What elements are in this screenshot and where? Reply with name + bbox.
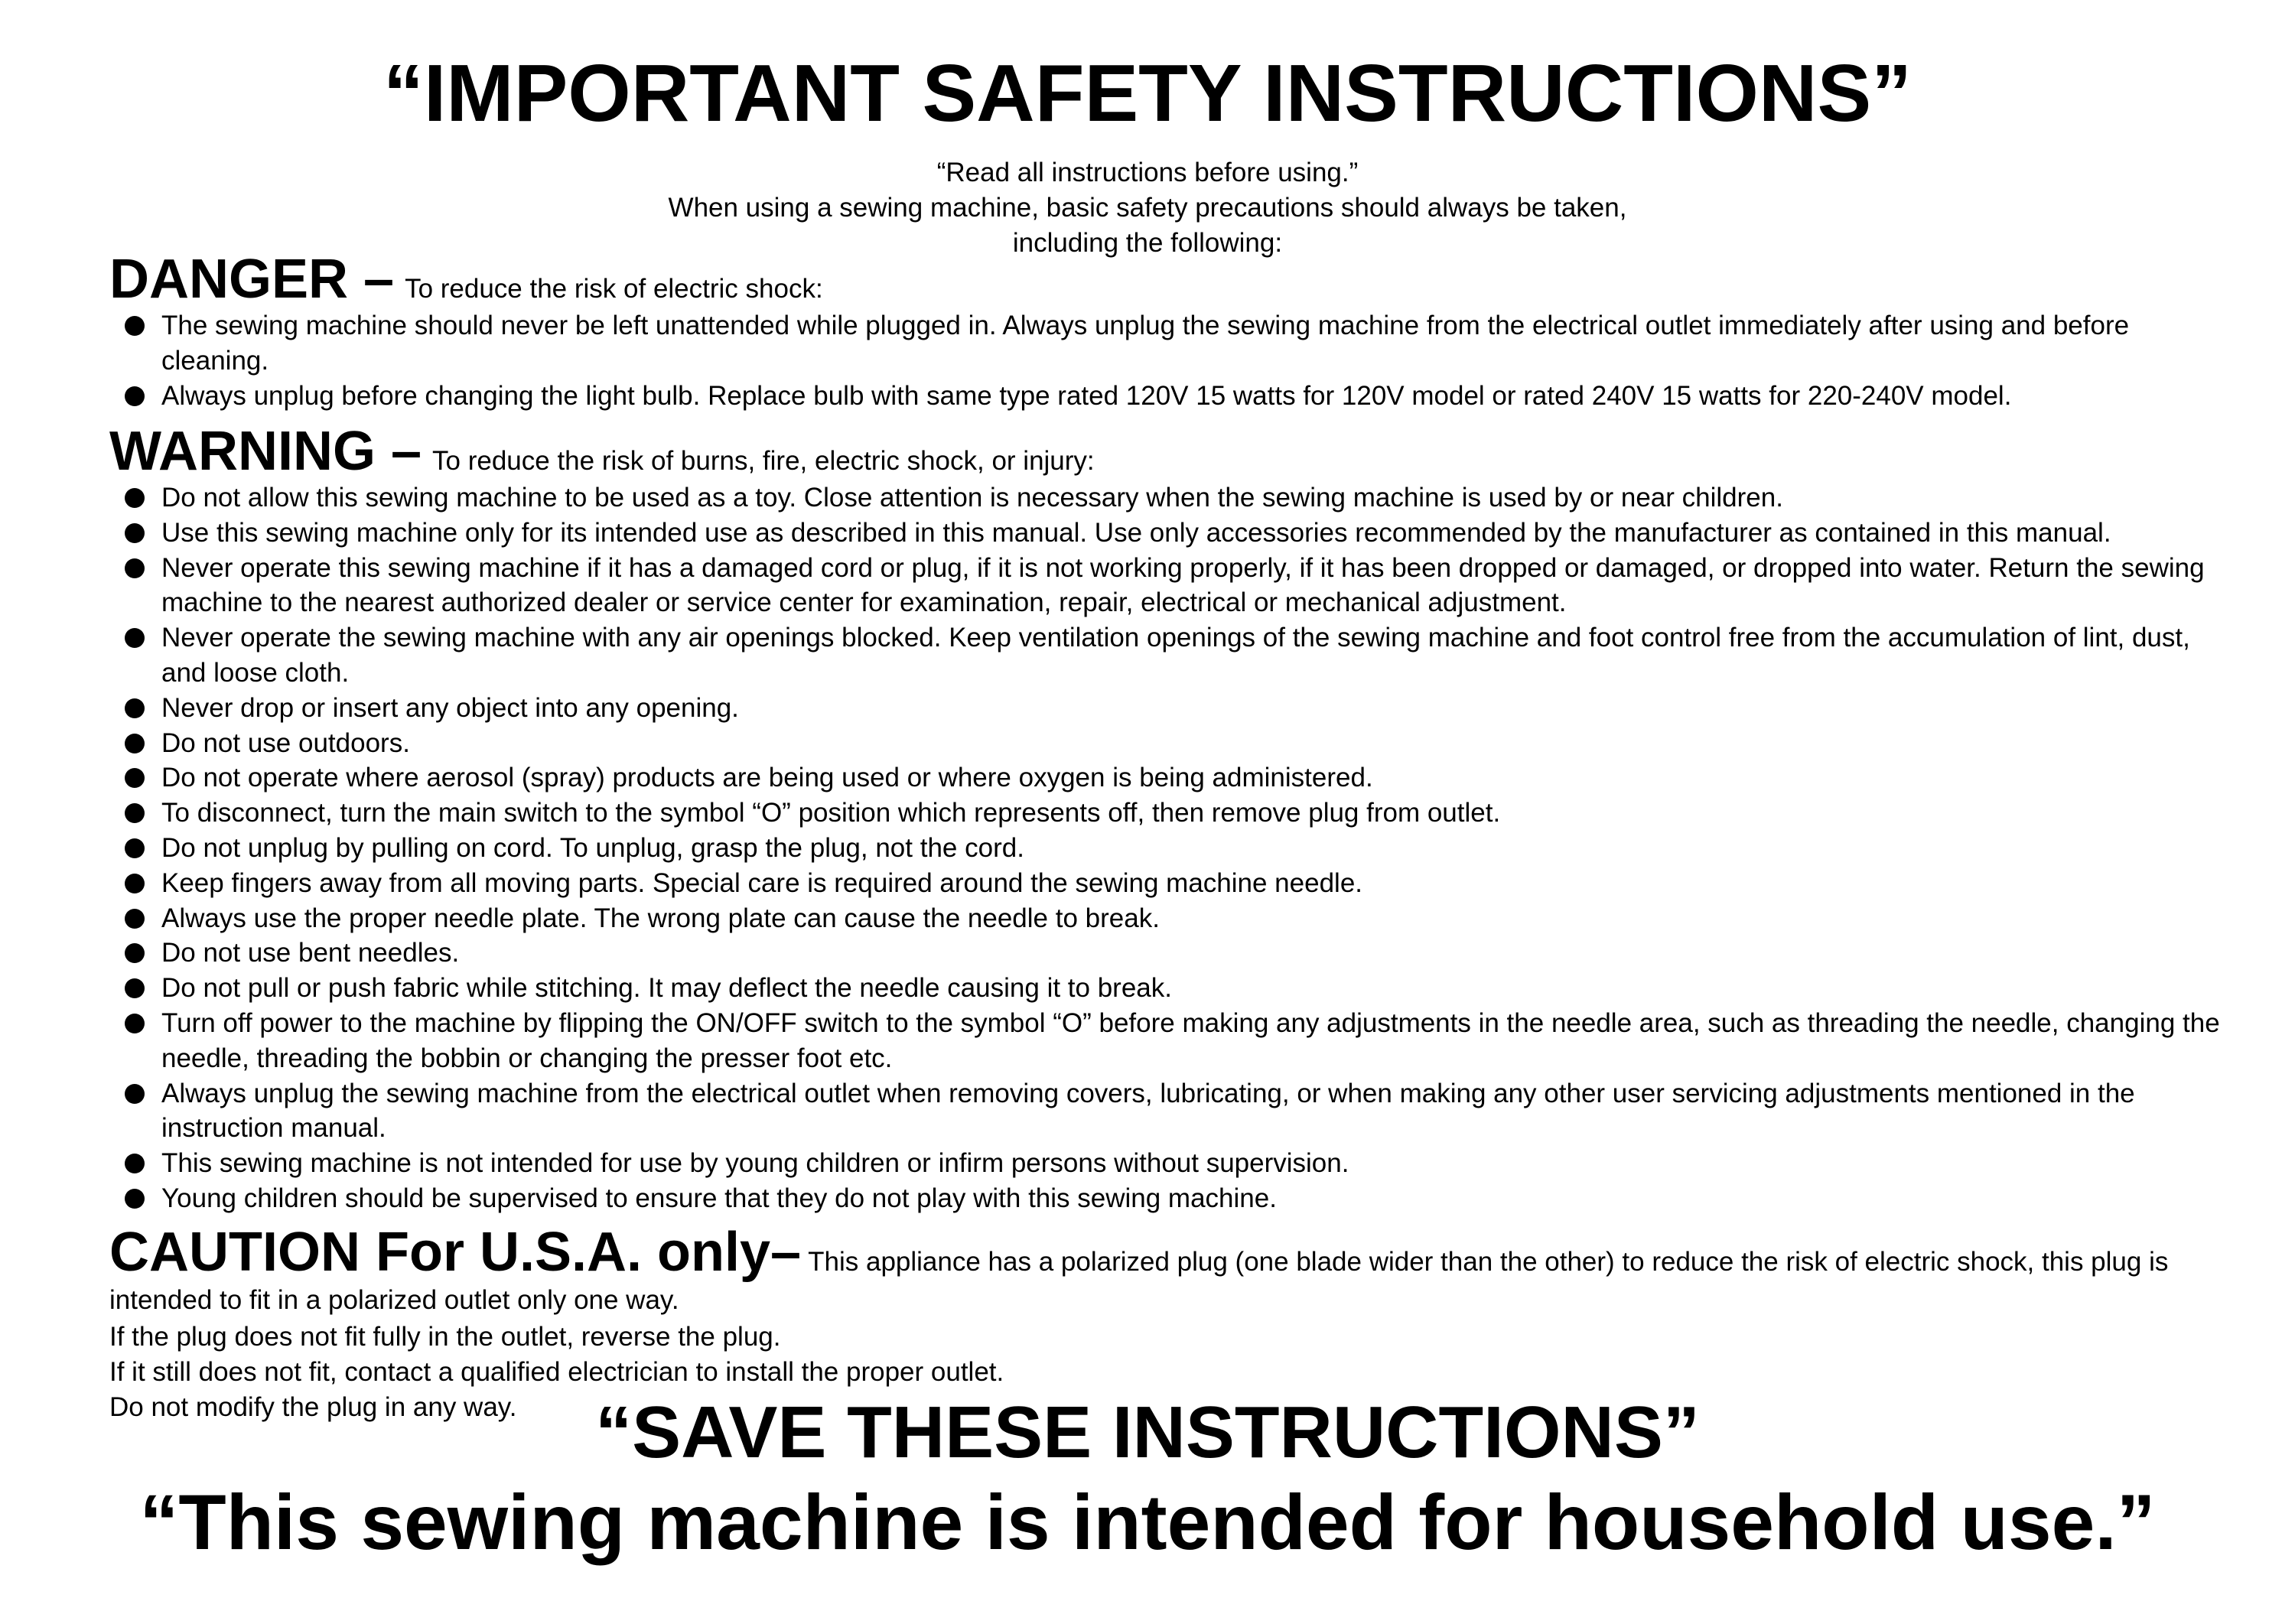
list-item-text: Turn off power to the machine by flipping the ON/OFF switch to the symbol “O” before making any adjustments in the needle area, such as threading the needle, changing the needle, threading the bobbin or changing the presser foot etc. bbox=[161, 1007, 2220, 1073]
list-item bbox=[109, 831, 2221, 866]
intro-text bbox=[0, 155, 2295, 261]
list-item bbox=[109, 480, 2221, 516]
bullet-icon bbox=[125, 768, 145, 788]
list-item bbox=[109, 796, 2221, 831]
danger-label: DANGER – bbox=[109, 249, 395, 310]
list-item-text: Never operate this sewing machine if it has a damaged cord or plug, if it is not working properly, if it has been dropped or damaged, or dropped into water. Return the sewing machine to the nearest authorized dealer or service center for examination, repair, electrical or mechanical adjustment. bbox=[161, 552, 2205, 618]
list-item bbox=[109, 691, 2221, 726]
intro-line: When using a sewing machine, basic safety precautions should always be taken, bbox=[668, 193, 1627, 223]
bullet-icon bbox=[125, 1084, 145, 1104]
list-item-text: The sewing machine should never be left unattended while plugged in. Always unplug the sewing machine from the electrical outlet immediately after using and before cleaning. bbox=[161, 311, 2130, 376]
list-item bbox=[109, 901, 2221, 936]
bullet-icon bbox=[125, 943, 145, 963]
list-item bbox=[109, 1181, 2221, 1216]
caution-text: This appliance has a polarized plug (one blade wider than the other) to reduce the risk of electric shock, this plug is intended to fit in a polarized outlet only one way. bbox=[109, 1247, 2169, 1315]
bullet-icon bbox=[125, 488, 145, 508]
bullet-icon bbox=[125, 698, 145, 718]
list-item-text: Always unplug before changing the light bulb. Replace bulb with same type rated 120V 15 watts for 120V model or rated 240V 15 watts for 220-240V model. bbox=[161, 380, 2012, 411]
bullet-icon bbox=[125, 909, 145, 929]
page-title: “IMPORTANT SAFETY INSTRUCTIONS” bbox=[382, 48, 1912, 138]
list-item bbox=[109, 620, 2221, 691]
bullet-icon bbox=[125, 386, 145, 406]
list-item-text: Never operate the sewing machine with any air openings blocked. Keep ventilation openings of the sewing machine and foot control free from the accumulation of lint, dust, and loose cloth. bbox=[161, 623, 2190, 688]
list-item-text: Always use the proper needle plate. The wrong plate can cause the needle to break. bbox=[161, 903, 1160, 933]
list-item bbox=[109, 971, 2221, 1006]
caution-line: Do not modify the plug in any way. bbox=[109, 1391, 517, 1422]
danger-section bbox=[109, 250, 2221, 413]
list-item-text: Young children should be supervised to ensure that they do not play with this sewing machine. bbox=[161, 1183, 1277, 1213]
list-item-text: Use this sewing machine only for its intended use as described in this manual. Use only accessories recommended by the manufacturer as contained in this manual. bbox=[161, 517, 2111, 548]
bullet-icon bbox=[125, 316, 145, 336]
list-item-text: Do not use outdoors. bbox=[161, 727, 410, 758]
list-item-text: Do not unplug by pulling on cord. To unplug, grasp the plug, not the cord. bbox=[161, 832, 1024, 863]
list-item bbox=[109, 726, 2221, 761]
list-item-text: Do not pull or push fabric while stitching. It may deflect the needle causing it to break. bbox=[161, 973, 1172, 1004]
list-item-text: Keep fingers away from all moving parts. Special care is required around the sewing machine needle. bbox=[161, 867, 1363, 898]
warning-list bbox=[109, 480, 2221, 1216]
list-item-text: Do not use bent needles. bbox=[161, 938, 460, 968]
bullet-icon bbox=[125, 978, 145, 998]
list-item bbox=[109, 1146, 2221, 1181]
bullet-icon bbox=[125, 803, 145, 823]
bullet-icon bbox=[125, 1189, 145, 1209]
list-item-text: This sewing machine is not intended for use by young children or infirm persons without supervision. bbox=[161, 1148, 1349, 1179]
bullet-icon bbox=[125, 628, 145, 648]
bullet-icon bbox=[125, 558, 145, 578]
warning-section bbox=[109, 422, 2221, 1216]
danger-heading bbox=[109, 250, 2221, 308]
intro-line: including the following: bbox=[1012, 228, 1283, 258]
caution-paragraph bbox=[109, 1223, 2221, 1320]
bullet-icon bbox=[125, 838, 145, 858]
danger-subtitle: To reduce the risk of electric shock: bbox=[405, 274, 823, 304]
list-item-text: Do not operate where aerosol (spray) products are being used or where oxygen is being administered. bbox=[161, 763, 1373, 793]
danger-list bbox=[109, 308, 2221, 413]
household-use-heading: “This sewing machine is intended for household use.” bbox=[139, 1479, 2156, 1566]
list-item bbox=[109, 1006, 2221, 1076]
list-item bbox=[109, 379, 2221, 414]
bullet-icon bbox=[125, 1014, 145, 1033]
list-item bbox=[109, 760, 2221, 796]
bullet-icon bbox=[125, 523, 145, 543]
list-item-text: Do not allow this sewing machine to be used as a toy. Close attention is necessary when the sewing machine is used by or near children. bbox=[161, 483, 1783, 513]
list-item-text: Never drop or insert any object into any opening. bbox=[161, 692, 739, 723]
caution-line: If the plug does not fit fully in the outlet, reverse the plug. bbox=[109, 1322, 781, 1352]
warning-heading bbox=[109, 422, 2221, 480]
list-item bbox=[109, 308, 2221, 379]
list-item-text: Always unplug the sewing machine from the electrical outlet when removing covers, lubricating, or when making any other user servicing adjustments mentioned in the instruction manual. bbox=[161, 1078, 2135, 1144]
list-item bbox=[109, 1076, 2221, 1147]
list-item bbox=[109, 936, 2221, 971]
caution-line: If it still does not fit, contact a qualified electrician to install the proper outlet. bbox=[109, 1356, 1004, 1387]
intro-line: “Read all instructions before using.” bbox=[936, 158, 1359, 187]
warning-subtitle: To reduce the risk of burns, fire, electric shock, or injury: bbox=[432, 446, 1095, 476]
caution-label: CAUTION For U.S.A. only– bbox=[109, 1222, 802, 1283]
save-instructions-heading: “SAVE THESE INSTRUCTIONS” bbox=[595, 1391, 1700, 1473]
list-item bbox=[109, 551, 2221, 621]
warning-label: WARNING – bbox=[109, 421, 422, 482]
bullet-icon bbox=[125, 1154, 145, 1173]
bullet-icon bbox=[125, 734, 145, 753]
bullet-icon bbox=[125, 874, 145, 893]
list-item bbox=[109, 866, 2221, 901]
list-item bbox=[109, 516, 2221, 551]
list-item-text: To disconnect, turn the main switch to the symbol “O” position which represents off, then remove plug from outlet. bbox=[161, 798, 1501, 828]
